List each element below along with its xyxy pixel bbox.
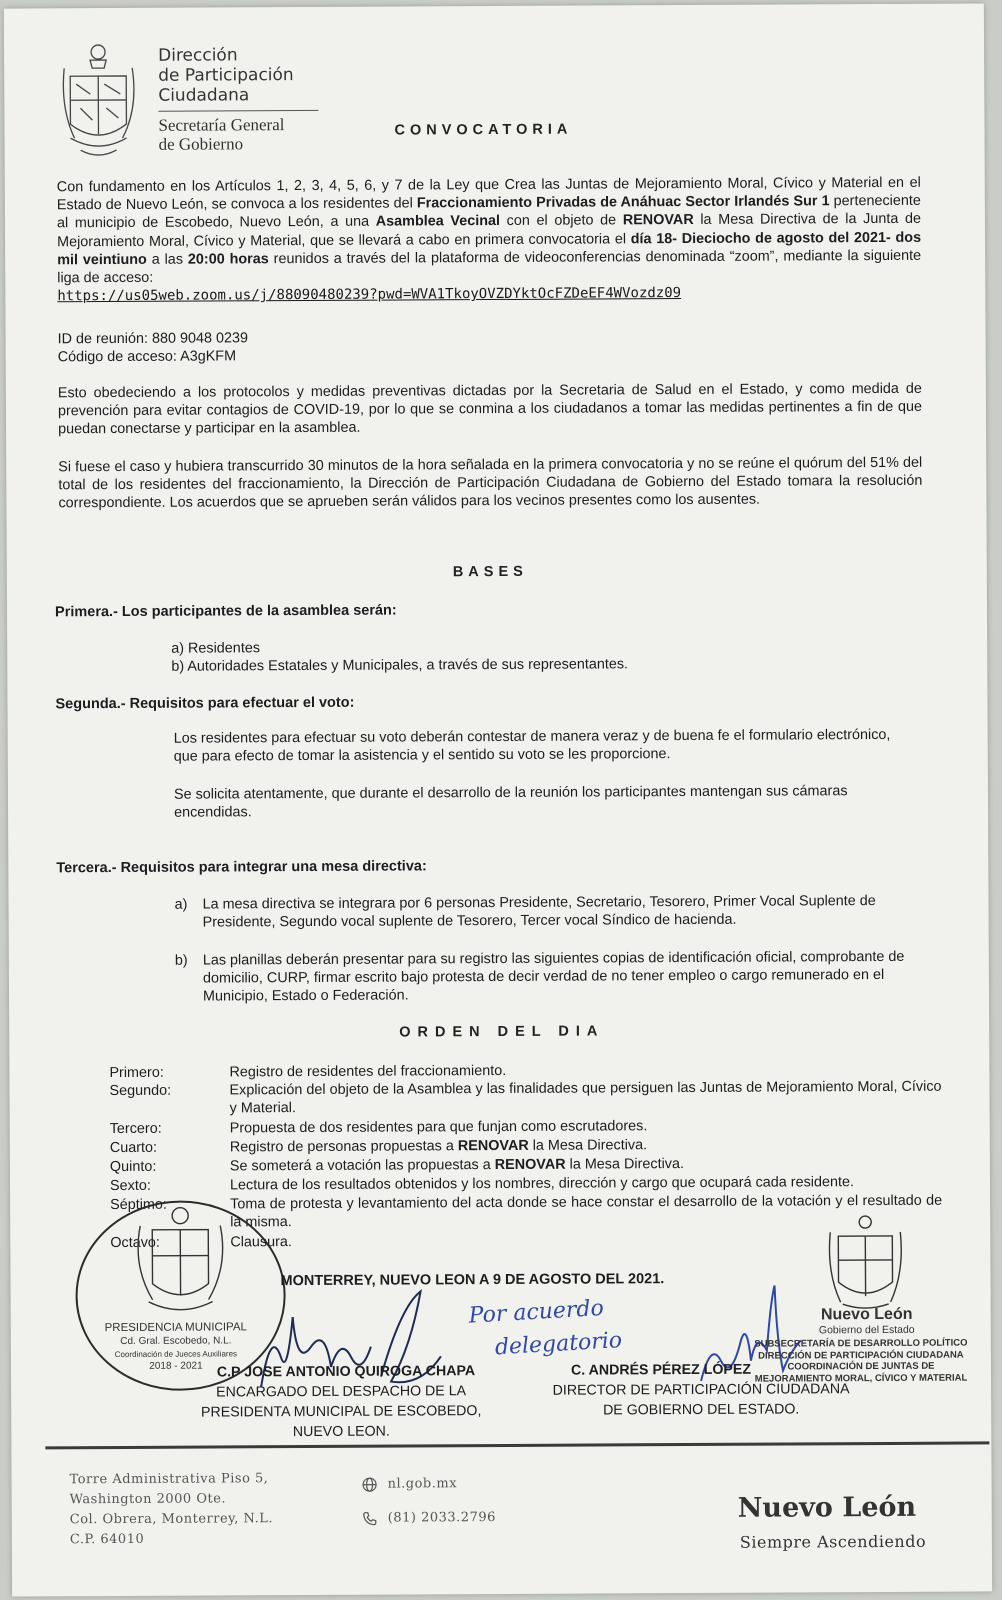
orden-text-3: Propuesta de dos residentes para que funjan como escrutadores. bbox=[229, 1118, 648, 1137]
stamp-right-line-4: MEJORAMIENTO MORAL, CÍVICO Y MATERIAL bbox=[754, 1372, 968, 1385]
orden-label-1: Primero: bbox=[109, 1064, 164, 1082]
tercera-item-a: La mesa directiva se integrara por 6 personas Presidente, Secretario, Tesorero, Primer Vocal Suplente de Presidente, Segundo vocal suplente de Tesorero, Tercer vocal Síndico de hacienda. bbox=[202, 893, 876, 931]
bases-heading: BASES bbox=[452, 563, 528, 581]
address-line-1: Torre Administrativa Piso 5, bbox=[69, 1471, 269, 1488]
brand-slogan: Siempre Ascendiendo bbox=[739, 1531, 927, 1552]
stamp-left-line-1: PRESIDENCIA MUNICIPAL bbox=[104, 1321, 247, 1335]
stamp-right-line-3: COORDINACIÓN DE JUNTAS DE bbox=[787, 1360, 935, 1373]
footer-web[interactable]: nl.gob.mx bbox=[387, 1476, 458, 1492]
handwritten-note-1: Por acuerdo bbox=[468, 1295, 605, 1329]
stamp-left-line-4: 2018 - 2021 bbox=[149, 1360, 203, 1372]
orden-text-5a: Se someterá a votación las propuestas a bbox=[229, 1157, 495, 1175]
orden-text-2: Explicación del objeto de la Asamblea y las finalidades que persiguen las Juntas de Mejoramiento Moral, Cívico y Material. bbox=[229, 1078, 942, 1117]
secretaria-line-1: Secretaría General bbox=[158, 115, 285, 135]
document-page bbox=[4, 3, 992, 1596]
globe-icon bbox=[362, 1477, 378, 1493]
left-signer-name: C.P JOSE ANTONIO QUIROGA CHAPA bbox=[216, 1363, 476, 1381]
orden-text-4a: Registro de personas propuestas a bbox=[229, 1138, 458, 1156]
org-line-2: de Participación bbox=[158, 65, 294, 86]
orden-label-2: Segundo: bbox=[109, 1082, 172, 1100]
right-signer-title-2: DE GOBIERNO DEL ESTADO. bbox=[602, 1401, 800, 1419]
intro-text-a: Con fundamento en los Artículos 1, 2, 3, 4, 5, 6, y 7 de la Ley que Crea las Juntas de Mejoramiento Moral, Cívico y Material en el Estado de Nuevo León, se convoca a los residentes del bbox=[56, 174, 921, 214]
stamp-right-subtitle: Gobierno del Estado bbox=[818, 1323, 915, 1337]
tercera-label-a: a) bbox=[174, 896, 188, 913]
org-name bbox=[158, 45, 294, 106]
left-signer-title-2: PRESIDENTA MUNICIPAL DE ESCOBEDO, bbox=[200, 1403, 482, 1421]
footer-address bbox=[70, 1469, 274, 1550]
meeting-id: ID de reunión: 880 9048 0239 bbox=[57, 330, 249, 348]
stamp-right-line-2: DIRECCIÓN DE PARTICIPACIÓN CIUDADANA bbox=[758, 1349, 964, 1362]
footer-divider bbox=[45, 1441, 989, 1449]
primera-title: Primera.- Los participantes de la asamblea serán: bbox=[54, 602, 397, 621]
stamp-right-title: Nuevo León bbox=[820, 1305, 913, 1324]
orden-label-6: Sexto: bbox=[109, 1177, 151, 1195]
orden-text-6: Lectura de los resultados obtenidos y los nombres, dirección y cargo que ocupará cada residente. bbox=[229, 1174, 855, 1194]
intro-text-c: perteneciente al municipio de Escobedo, Nuevo León, a una bbox=[56, 192, 921, 232]
tercera-title: Tercera.- Requisitos para integrar una mesa directiva: bbox=[56, 858, 427, 877]
segunda-title: Segunda.- Requisitos para efectuar el voto: bbox=[55, 694, 355, 713]
orden-text-8: Clausura. bbox=[230, 1234, 292, 1251]
document-title: CONVOCATORIA bbox=[394, 121, 573, 139]
orden-label-5: Quinto: bbox=[109, 1158, 157, 1176]
orden-label-7: Séptimo: bbox=[110, 1196, 167, 1214]
address-line-4: C.P. 64010 bbox=[69, 1531, 145, 1548]
right-signer-title-1: DIRECTOR DE PARTICIPACIÓN CIUDADANA bbox=[552, 1381, 850, 1399]
handwritten-note-2: delegatorio bbox=[494, 1328, 623, 1361]
left-signer-title-1: ENCARGADO DEL DESPACHO DE LA bbox=[216, 1383, 467, 1401]
orden-label-8: Octavo: bbox=[110, 1234, 160, 1252]
covid-paragraph: Esto obedeciendo a los protocolos y medidas preventivas dictadas por la Secretaria de Salud en el Estado, y como medida de prevención para evitar contagios de COVID-19, por lo que se conmina a los ciudadanos a tomar las medidas pertinentes a fin de que puedan conectarse y participar en la asamblea. bbox=[57, 380, 922, 438]
intro-text-k: reunidos a través del la plataforma de videoconferencias denominada “zoom”, mediante la siguiente liga de acceso: bbox=[57, 247, 922, 287]
zoom-link[interactable]: https://us05web.zoom.us/j/88090480239?pwd=WVA1TkoyOVZDYktOcFZDeEF4WVozdz09 bbox=[57, 285, 682, 305]
orden-text-4b: RENOVAR bbox=[457, 1137, 529, 1155]
stamp-right-line-1: SUBSECRETARÍA DE DESARROLLO POLÍTICO bbox=[754, 1337, 968, 1350]
orden-heading: ORDEN DEL DIA bbox=[399, 1023, 605, 1041]
intro-hora: 20:00 horas bbox=[187, 251, 269, 268]
left-signer-title-3: NUEVO LEON. bbox=[292, 1423, 390, 1441]
segunda-paragraph-1: Los residentes para efectuar su voto deberán contestar de manera veraz y de buena fe el formulario electrónico, que para efecto de tomar la asistencia y el sentido su voto se les proporcione. bbox=[173, 726, 891, 765]
secretaria-name bbox=[158, 115, 284, 154]
secretaria-line-2: de Gobierno bbox=[158, 134, 244, 154]
intro-paragraph bbox=[57, 174, 922, 288]
orden-text-5 bbox=[230, 1154, 942, 1176]
orden-text-5c: la Mesa Directiva. bbox=[565, 1156, 684, 1173]
orden-text-4c: la Mesa Directiva. bbox=[528, 1137, 648, 1154]
stamp-left-line-3: Coordinación de Jueces Auxiliares bbox=[114, 1349, 238, 1360]
orden-text-7: Toma de protesta y levantamiento del acta donde se hace constar el desarrollo de la votación y el resultado de la misma. bbox=[230, 1192, 943, 1231]
state-seal-icon bbox=[60, 38, 141, 164]
org-line-1: Dirección bbox=[158, 45, 238, 66]
intro-renovar: RENOVAR bbox=[622, 212, 694, 229]
tercera-label-b: b) bbox=[174, 952, 188, 969]
address-line-3: Col. Obrera, Monterrey, N.L. bbox=[69, 1511, 273, 1528]
orden-label-3: Tercero: bbox=[109, 1120, 162, 1138]
intro-text-g: la Mesa Directiva de la Junta de Mejoramiento Moral, Cívico y Material, que se llevará a cabo en primera convocatoria el bbox=[57, 211, 922, 250]
intro-asamblea: Asamblea Vecinal bbox=[375, 213, 501, 231]
header-divider bbox=[158, 110, 318, 112]
place-date: MONTERREY, NUEVO LEON A 9 DE AGOSTO DEL 2021. bbox=[280, 1271, 665, 1290]
phone-icon bbox=[362, 1511, 378, 1527]
footer-phone: (81) 2033.2796 bbox=[387, 1510, 496, 1526]
org-line-3: Ciudadana bbox=[158, 85, 250, 106]
intro-fecha: día 18- Dieciocho de agosto del 2021- dos mil veintiuno bbox=[57, 229, 922, 269]
orden-text-1: Registro de residentes del fraccionamiento. bbox=[229, 1062, 507, 1081]
brand-name: Nuevo León bbox=[737, 1491, 917, 1524]
address-line-2: Washington 2000 Ote. bbox=[69, 1491, 227, 1508]
right-signer-name: C. ANDRÉS PÉREZ LÓPEZ bbox=[570, 1361, 752, 1379]
primera-item-a: a) Residentes bbox=[171, 640, 261, 657]
quorum-paragraph: Si fuese el caso y hubiera transcurrido 30 minutos de la hora señalada en la primera convocatoria y no se reúne el quórum del 51% del total de los residentes del fraccionamiento, la Dirección de Participación Ciudadana de Gobierno del Estado tomara la resolución correspondiente. Los acuerdos que se aprueben serán válidos para los vecinos presentes como los ausentes. bbox=[58, 454, 923, 512]
intro-text-e: con el objeto de bbox=[499, 212, 623, 230]
primera-item-b: b) Autoridades Estatales y Municipales, a través de sus representantes. bbox=[171, 656, 629, 675]
orden-text-4 bbox=[230, 1135, 942, 1157]
intro-text-i: a las bbox=[146, 251, 188, 268]
segunda-paragraph-2: Se solicita atentamente, que durante el desarrollo de la reunión los participantes mantengan sus cámaras encendidas. bbox=[173, 783, 848, 821]
tercera-item-b: Las planillas deberán presentar para su registro las siguientes copias de identificación oficial, comprobante de domicilio, CURP, firmar escrito bajo protesta de decir verdad de no tener empleo o cargo remunerado en el Municipio, Estado o Federación. bbox=[202, 948, 905, 1005]
orden-row-2 bbox=[109, 1078, 941, 1118]
intro-fraccionamiento: Fraccionamiento Privadas de Anáhuac Sector Irlandés Sur 1 bbox=[416, 193, 830, 212]
orden-text-5b: RENOVAR bbox=[494, 1156, 566, 1174]
access-code: Código de acceso: A3gKFM bbox=[57, 348, 237, 366]
state-stamp-seal-icon bbox=[828, 1212, 903, 1312]
orden-label-4: Cuarto: bbox=[109, 1139, 158, 1157]
stamp-left-line-2: Cd. Gral. Escobedo, N.L. bbox=[120, 1335, 232, 1347]
